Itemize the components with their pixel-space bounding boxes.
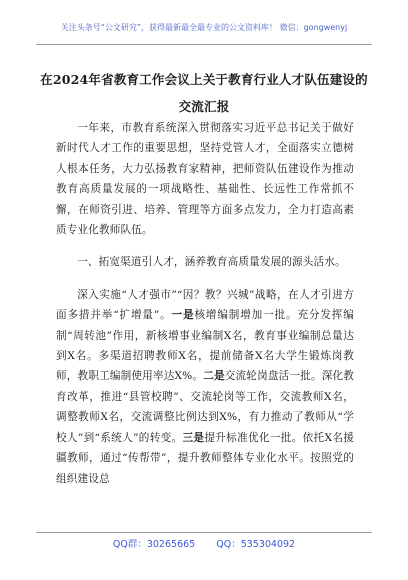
paragraph-talent-introduction (56, 285, 354, 489)
paragraph-text: 核增编制增加一批。充分发挥编制“周转池”作用，新核增事业编制X名，教育事业编制总量达到X名。多渠道招聘教师X名，提前储备X名大学生锻炼岗教师，教职工编制使用率达X%。 (56, 309, 354, 383)
footer-qq-group: QQ群：30265665 (112, 539, 196, 550)
paragraph-text: 深入实施“人才强市”“因？教？兴城”战略，在人才引进方面多措并举“扩增量”。 (56, 288, 354, 322)
document-title: 在2024年省教育工作会议上关于教育行业人才队伍建设的交流汇报 (40, 72, 368, 114)
point-marker-2: 二是 (203, 370, 225, 383)
page-footer (0, 536, 408, 550)
section-heading-1: 一、拓宽渠道引人才，涵养教育高质量发展的源头活水。 (77, 256, 346, 269)
paragraph-text: 提升标准优化一批。依托X名援疆教师，通过“传帮带”，提升教师整体专业化水平。按照党的组织建设总 (56, 431, 355, 485)
footer-qq-contact: QQ：535304092 (216, 539, 296, 550)
footer-divider (36, 532, 372, 533)
paragraph-intro: 一年来，市教育系统深入贯彻落实习近平总书记关于做好新时代人才工作的重要思想，坚持党管人才，全面落实立德树人根本任务，大力弘扬教育家精神，把师资队伍建设作为推动教育高质量发展的一项战略性、基础性、长远性工作常抓不懈，在师资引进、培养、管理等方面多点发力，全力打造高素质专业化教师队伍。 (56, 122, 354, 237)
paragraph-text: 交流轮岗盘活一批。深化教育改革，推进“县管校聘”、交流轮岗等工作，交流教师X名，调整教师X名，交流调整比例达到X%，有力推动了教师从“学校人”到“系统人”的转变。 (56, 370, 354, 444)
point-marker-3: 三是 (182, 431, 205, 444)
point-marker-1: 一是 (171, 309, 195, 322)
document-body (56, 118, 354, 489)
header-divider (36, 44, 372, 45)
page-header: 关注头条号“公文研究”，获得最新最全最专业的公文资料库！ 微信：gongwenyj (60, 23, 348, 32)
